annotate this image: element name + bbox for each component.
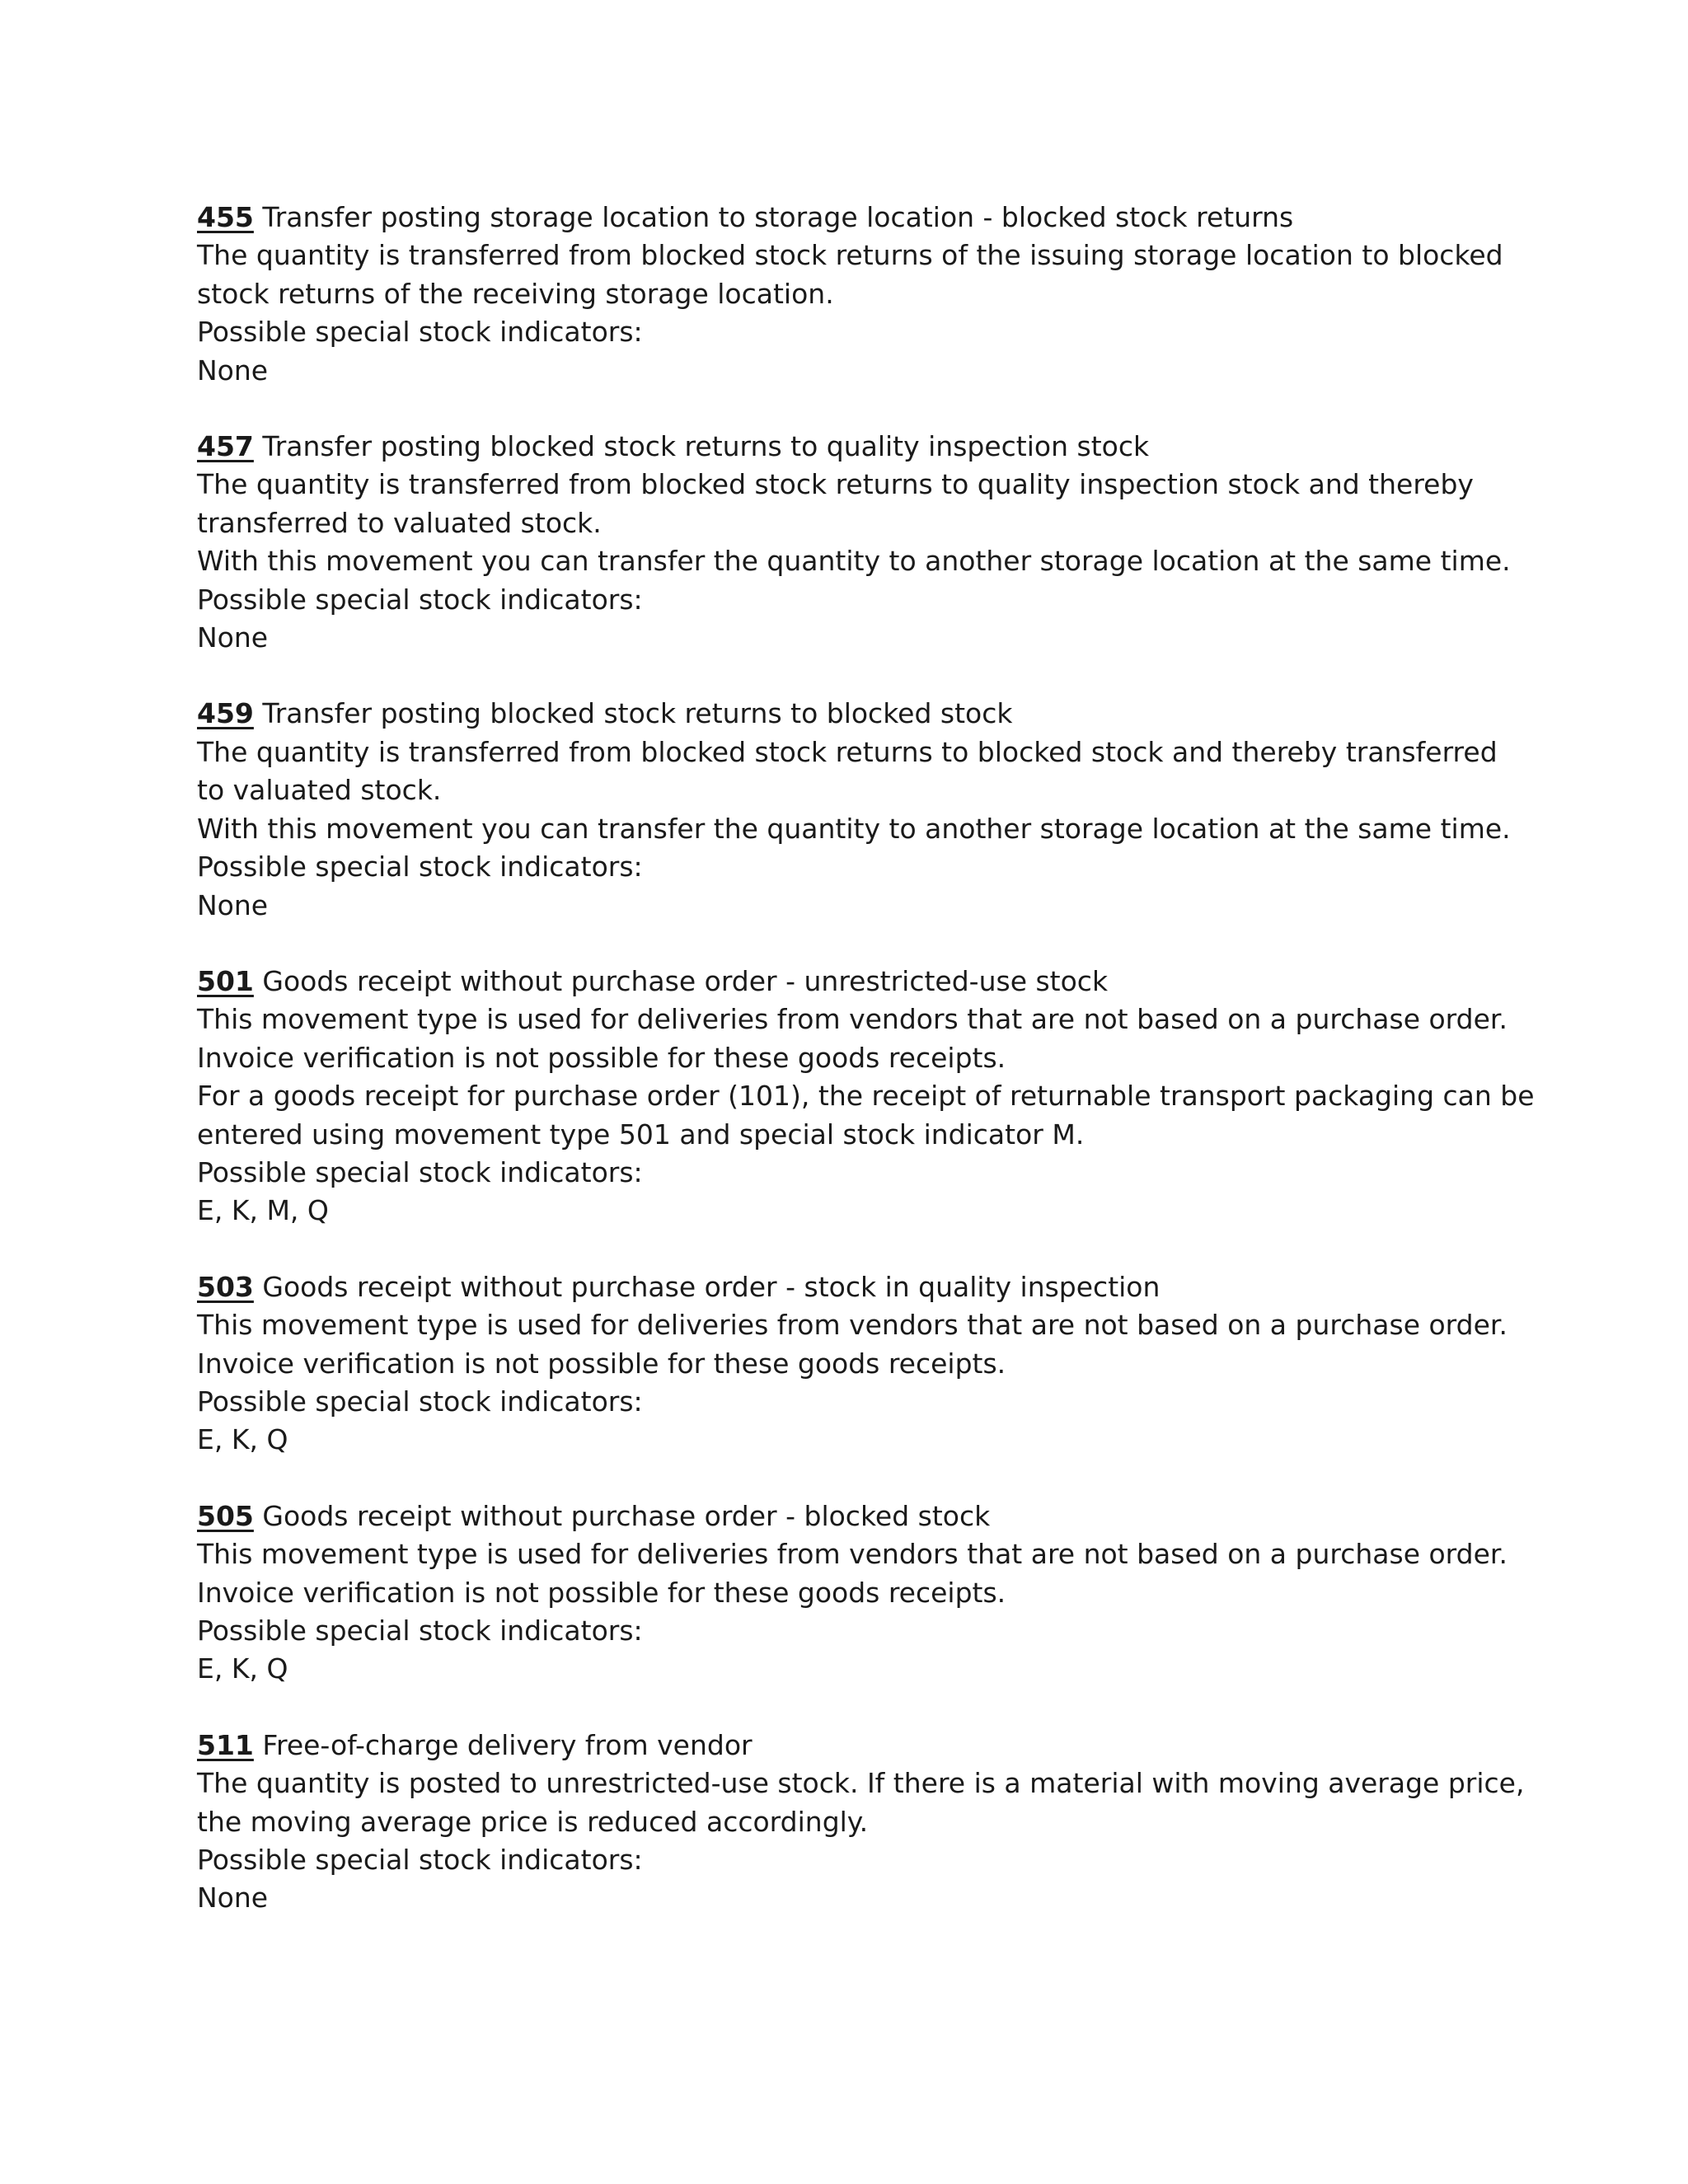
entry-description-line: E, K, Q [197, 1652, 288, 1685]
entry-description-line: The quantity is transferred from blocked stock returns of the issuing storage location to blocked [197, 239, 1503, 272]
movement-type-code: 505 [197, 1499, 254, 1532]
movement-type-code: 457 [197, 430, 254, 463]
movement-type-code: 455 [197, 201, 254, 233]
movement-type-code: 511 [197, 1728, 254, 1761]
movement-type-entry [197, 428, 1511, 657]
entry-description-line: The quantity is transferred from blocked stock returns to blocked stock and thereby transferred [197, 735, 1498, 768]
movement-type-entry [197, 199, 1503, 390]
movement-type-code: 501 [197, 964, 254, 997]
entry-description-line: E, K, Q [197, 1423, 288, 1456]
movement-type-title: Transfer posting blocked stock returns to quality inspection stock [262, 430, 1150, 463]
entry-description-line: Possible special stock indicators: [197, 316, 643, 349]
entry-description-line: Possible special stock indicators: [197, 1844, 643, 1877]
entry-description-line: Possible special stock indicators: [197, 1385, 643, 1418]
entry-description-line: This movement type is used for deliveries from vendors that are not based on a purchase order. [197, 1003, 1507, 1036]
movement-type-entry [197, 1268, 1507, 1460]
entry-description-line: Invoice verification is not possible for these goods receipts. [197, 1347, 1006, 1380]
entry-description-line: transferred to valuated stock. [197, 506, 602, 539]
entry-description-line: The quantity is posted to unrestricted-use stock. If there is a material with moving average price, [197, 1767, 1525, 1800]
entry-description-line: E, K, M, Q [197, 1194, 329, 1227]
entry-description-line: entered using movement type 501 and special stock indicator M. [197, 1118, 1085, 1151]
movement-type-code: 503 [197, 1270, 254, 1303]
entry-description-line: the moving average price is reduced accordingly. [197, 1805, 869, 1838]
entry-description-line: None [197, 1882, 269, 1915]
entry-description-line: None [197, 354, 269, 387]
entry-description-line: For a goods receipt for purchase order (101), the receipt of returnable transport packaging can be [197, 1080, 1535, 1113]
entry-description-line: Invoice verification is not possible for these goods receipts. [197, 1576, 1006, 1609]
entry-description-line: Possible special stock indicators: [197, 583, 643, 616]
entry-description-line: With this movement you can transfer the quantity to another storage location at the same time. [197, 545, 1511, 578]
entry-description-line: Possible special stock indicators: [197, 1155, 643, 1188]
movement-type-entry [197, 695, 1511, 924]
entry-heading [197, 1727, 1499, 1765]
entry-description-line: stock returns of the receiving storage location. [197, 277, 834, 310]
movement-type-entry [197, 1497, 1507, 1689]
entry-description-line: to valuated stock. [197, 774, 442, 807]
entry-heading [197, 428, 1499, 466]
movement-type-title: Transfer posting storage location to storage location - blocked stock returns [262, 201, 1294, 233]
entry-description-line: Possible special stock indicators: [197, 851, 643, 883]
entry-description-line: None [197, 621, 269, 654]
entry-description-line: With this movement you can transfer the quantity to another storage location at the same time. [197, 812, 1511, 845]
movement-type-code: 459 [197, 697, 254, 730]
entry-description-line: The quantity is transferred from blocked stock returns to quality inspection stock and thereby [197, 468, 1474, 501]
entry-description-line: None [197, 888, 269, 921]
movement-type-title: Goods receipt without purchase order - stock in quality inspection [262, 1270, 1160, 1303]
entry-description-line: This movement type is used for deliveries from vendors that are not based on a purchase order. [197, 1309, 1507, 1342]
movement-type-title: Transfer posting blocked stock returns to blocked stock [262, 697, 1013, 730]
movement-type-entry [197, 1727, 1525, 1918]
movement-type-title: Goods receipt without purchase order - unrestricted-use stock [262, 964, 1109, 997]
movement-type-entry [197, 963, 1535, 1230]
entry-heading [197, 199, 1499, 237]
movement-type-title: Free-of-charge delivery from vendor [262, 1728, 753, 1761]
entry-heading [197, 1497, 1499, 1535]
entry-heading [197, 695, 1499, 733]
entry-description-line: Invoice verification is not possible for these goods receipts. [197, 1041, 1006, 1074]
movement-type-list [197, 199, 1535, 1956]
entry-description-line: This movement type is used for deliveries from vendors that are not based on a purchase order. [197, 1538, 1507, 1571]
entry-heading [197, 963, 1499, 1001]
movement-type-title: Goods receipt without purchase order - blocked stock [262, 1499, 991, 1532]
entry-description-line: Possible special stock indicators: [197, 1615, 643, 1647]
entry-heading [197, 1268, 1499, 1306]
